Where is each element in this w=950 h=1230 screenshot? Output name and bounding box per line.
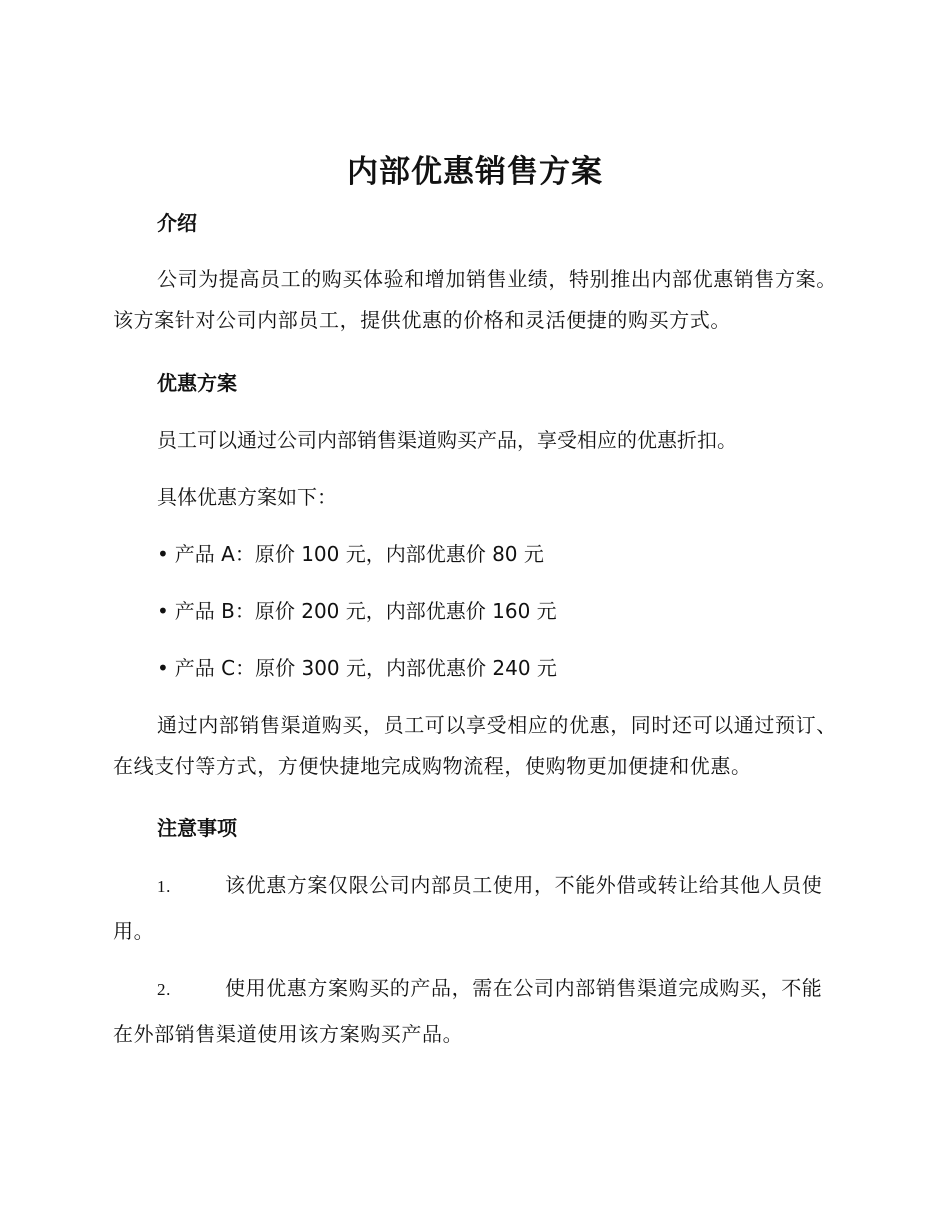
intro-paragraph: 公司为提高员工的购买体验和增加销售业绩，特别推出内部优惠销售方案。该方案针对公司内部员工，提供优惠的价格和灵活便捷的购买方式。 xyxy=(113,267,837,332)
discount-list-lead: 具体优惠方案如下： xyxy=(157,485,337,509)
section-heading-intro: 介绍 xyxy=(157,211,197,235)
list-item xyxy=(157,539,544,569)
list-item xyxy=(157,653,557,683)
note-item-2 xyxy=(113,966,838,1056)
section-heading-notes: 注意事项 xyxy=(157,816,237,840)
bullet-icon: • xyxy=(157,599,169,623)
note-number: 2. xyxy=(157,980,171,999)
product-a-price: 产品 A：原价 100 元，内部优惠价 80 元 xyxy=(174,542,544,566)
discount-intro-line: 员工可以通过公司内部销售渠道购买产品，享受相应的优惠折扣。 xyxy=(157,428,737,452)
bullet-icon: • xyxy=(157,542,169,566)
section-heading-discount: 优惠方案 xyxy=(157,371,237,395)
note-text: 使用优惠方案购买的产品，需在公司内部销售渠道完成购买，不能在外部销售渠道使用该方案购买产品。 xyxy=(113,976,823,1046)
document-title: 内部优惠销售方案 xyxy=(347,154,603,190)
list-item xyxy=(157,596,557,626)
product-c-price: 产品 C：原价 300 元，内部优惠价 240 元 xyxy=(174,656,557,680)
note-number: 1. xyxy=(157,877,171,896)
product-b-price: 产品 B：原价 200 元，内部优惠价 160 元 xyxy=(174,599,557,623)
discount-closing-paragraph: 通过内部销售渠道购买，员工可以享受相应的优惠，同时还可以通过预订、在线支付等方式，方便快捷地完成购物流程，使购物更加便捷和优惠。 xyxy=(113,713,837,778)
bullet-icon: • xyxy=(157,656,169,680)
note-text: 该优惠方案仅限公司内部员工使用，不能外借或转让给其他人员使用。 xyxy=(113,873,823,943)
note-item-1 xyxy=(113,863,838,953)
